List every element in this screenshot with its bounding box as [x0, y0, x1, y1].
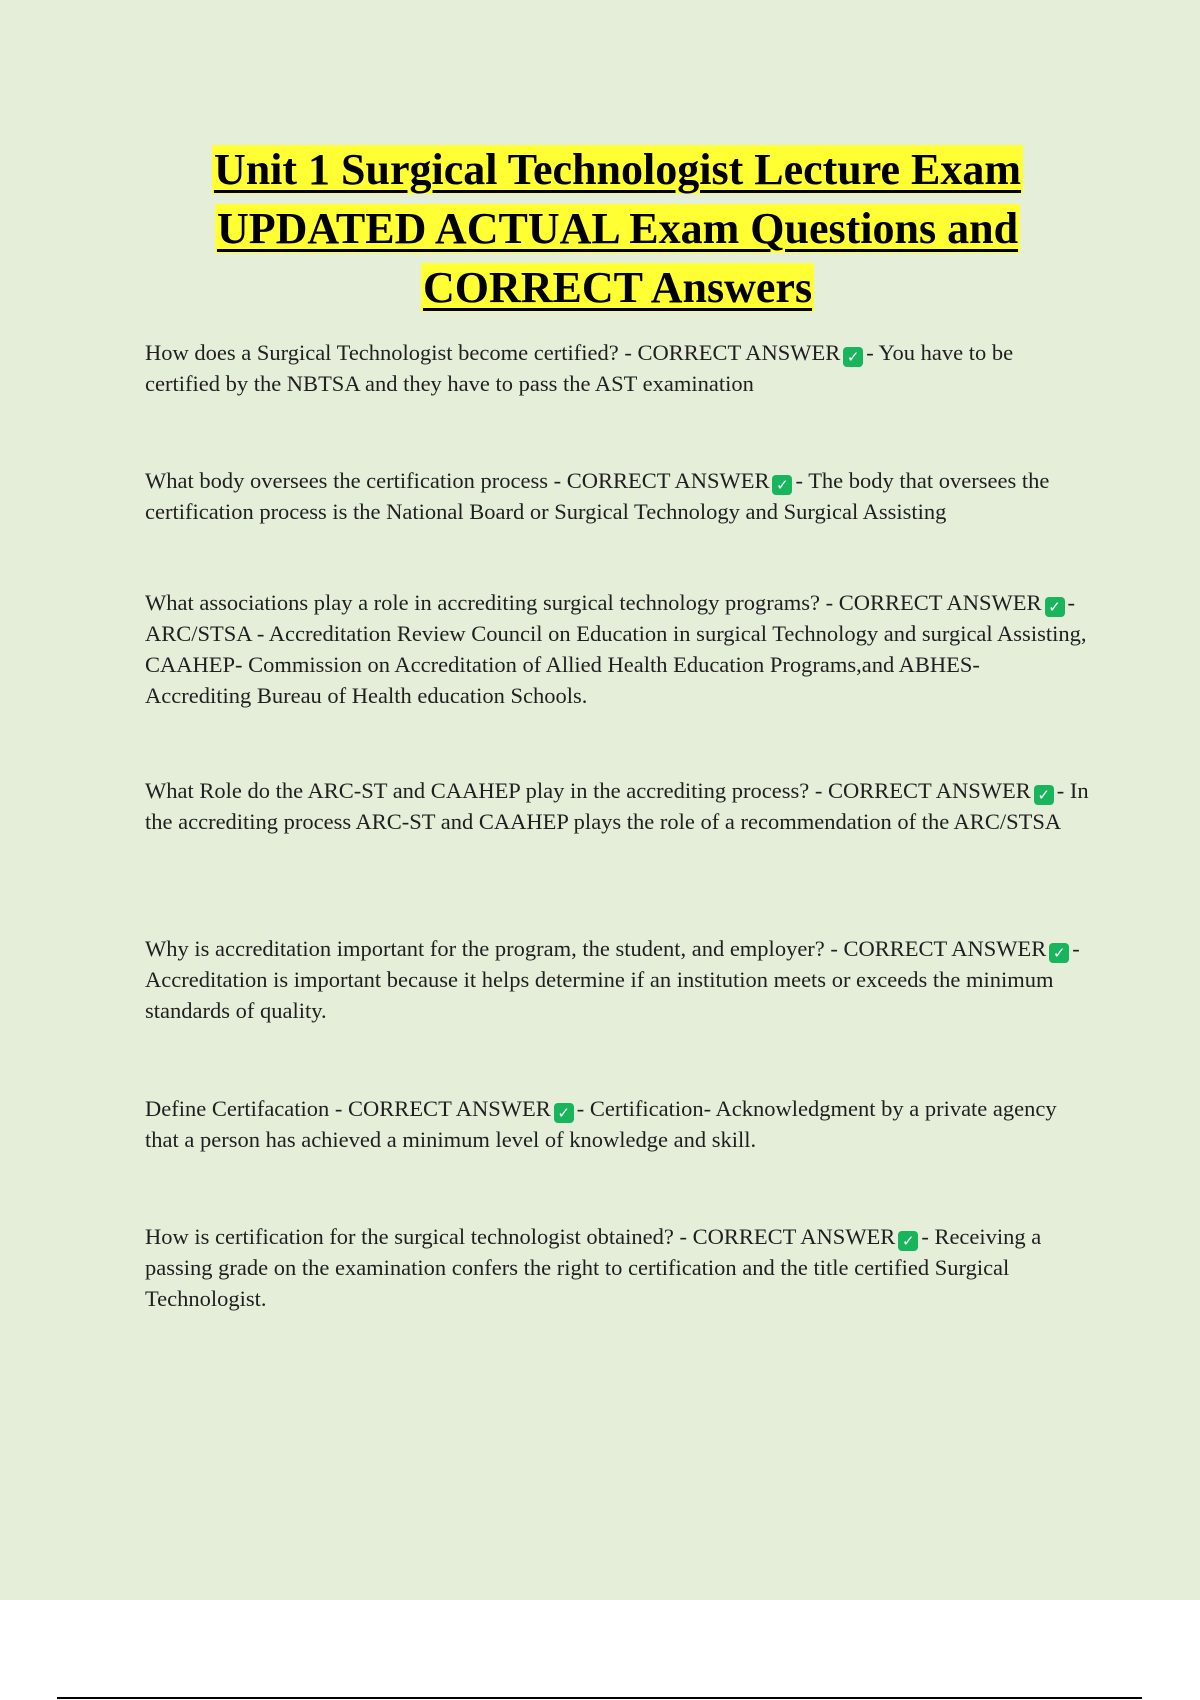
document-content [145, 140, 1090, 1311]
question-text: What associations play a role in accrediting surgical technology programs? [145, 590, 820, 615]
check-icon: ✓ [772, 475, 792, 495]
check-icon: ✓ [1045, 597, 1065, 617]
qa-item: How does a Surgical Technologist become certified? - CORRECT ANSWER ✓ - You have to be certified by the NBTSA and they have to pass the AST examination [145, 340, 1014, 396]
check-icon: ✓ [1049, 943, 1069, 963]
qa-item: What Role do the ARC-ST and CAAHEP play in the accrediting process? - CORRECT ANSWER ✓ - In the accrediting process ARC-ST and CAAHEP plays the role of a recommendation of the ARC/STSA [145, 778, 1089, 834]
check-icon: ✓ [843, 347, 863, 367]
answer-marker: CORRECT ANSWER [348, 1096, 551, 1121]
answer-marker: CORRECT ANSWER [838, 590, 1042, 615]
question-text: How does a Surgical Technologist become certified? [145, 340, 619, 365]
footer-rule [57, 1697, 1142, 1699]
question-text: Why is accreditation important for the program, the student, and employer? [145, 936, 825, 961]
question-text: Define Certifacation [145, 1096, 330, 1121]
qa-item: What associations play a role in accrediting surgical technology programs? - CORRECT ANSWER ✓ - ARC/STSA - Accreditation Review Council on Education in surgical Technology and surgical Assisting, CAAHEP- Commission on Accreditation of Allied Health Education Programs,and ABHES- Accrediting Bureau of Health education Schools. [145, 590, 1087, 708]
question-text: What body oversees the certification process [145, 468, 548, 493]
qa-item: How is certification for the surgical technologist obtained? - CORRECT ANSWER ✓ - Receiving a passing grade on the examination confers the right to certification and the title certified Surgical Technologist. [145, 1224, 1042, 1311]
check-icon: ✓ [1034, 785, 1054, 805]
answer-text: Accreditation is important because it helps determine if an institution meets or exceeds the minimum standards of quality. [145, 967, 1054, 1023]
document-title-text: Unit 1 Surgical Technologist Lecture Exam UPDATED ACTUAL Exam Questions and CORRECT Answers [213, 145, 1022, 312]
question-text: How is certification for the surgical technologist obtained? [145, 1224, 674, 1249]
answer-marker: CORRECT ANSWER [692, 1224, 896, 1249]
answer-text: You have to be certified by the NBTSA and they have to pass the AST examination [145, 340, 1014, 396]
answer-text: The body that oversees the certification process is the National Board or Surgical Technology and Surgical Assisting [145, 468, 1050, 524]
qa-item: What body oversees the certification process - CORRECT ANSWER ✓ - The body that oversees the certification process is the National Board or Surgical Technology and Surgical Assisting [145, 468, 1050, 524]
check-icon: ✓ [554, 1103, 574, 1123]
answer-text: Receiving a passing grade on the examination confers the right to certification and the title certified Surgical Technologist. [145, 1224, 1042, 1311]
question-text: What Role do the ARC-ST and CAAHEP play in the accrediting process? [145, 778, 810, 803]
answer-text: In the accrediting process ARC-ST and CAAHEP plays the role of a recommendation of the ARC/STSA [145, 778, 1089, 834]
answer-marker: CORRECT ANSWER [637, 340, 841, 365]
answer-text: ARC/STSA - Accreditation Review Council on Education in surgical Technology and surgical Assisting, CAAHEP- Commission on Accreditation of Allied Health Education Programs,and ABHES- Accrediting Bureau of Health education Schools. [145, 621, 1087, 708]
answer-marker: CORRECT ANSWER [566, 468, 770, 493]
answer-text: Certification- Acknowledgment by a private agency that a person has achieved a minimum level of knowledge and skill. [145, 1096, 1057, 1152]
check-icon: ✓ [898, 1231, 918, 1251]
answer-marker: CORRECT ANSWER [828, 778, 1031, 803]
qa-item: Define Certifacation - CORRECT ANSWER ✓ - Certification- Acknowledgment by a private agency that a person has achieved a minimum level of knowledge and skill. [145, 1096, 1057, 1152]
document-title [145, 140, 1090, 317]
qa-item: Why is accreditation important for the program, the student, and employer? - CORRECT ANSWER ✓ - Accreditation is important because it helps determine if an institution meets or exceeds the minimum standards of quality. [145, 936, 1080, 1023]
answer-marker: CORRECT ANSWER [843, 936, 1047, 961]
